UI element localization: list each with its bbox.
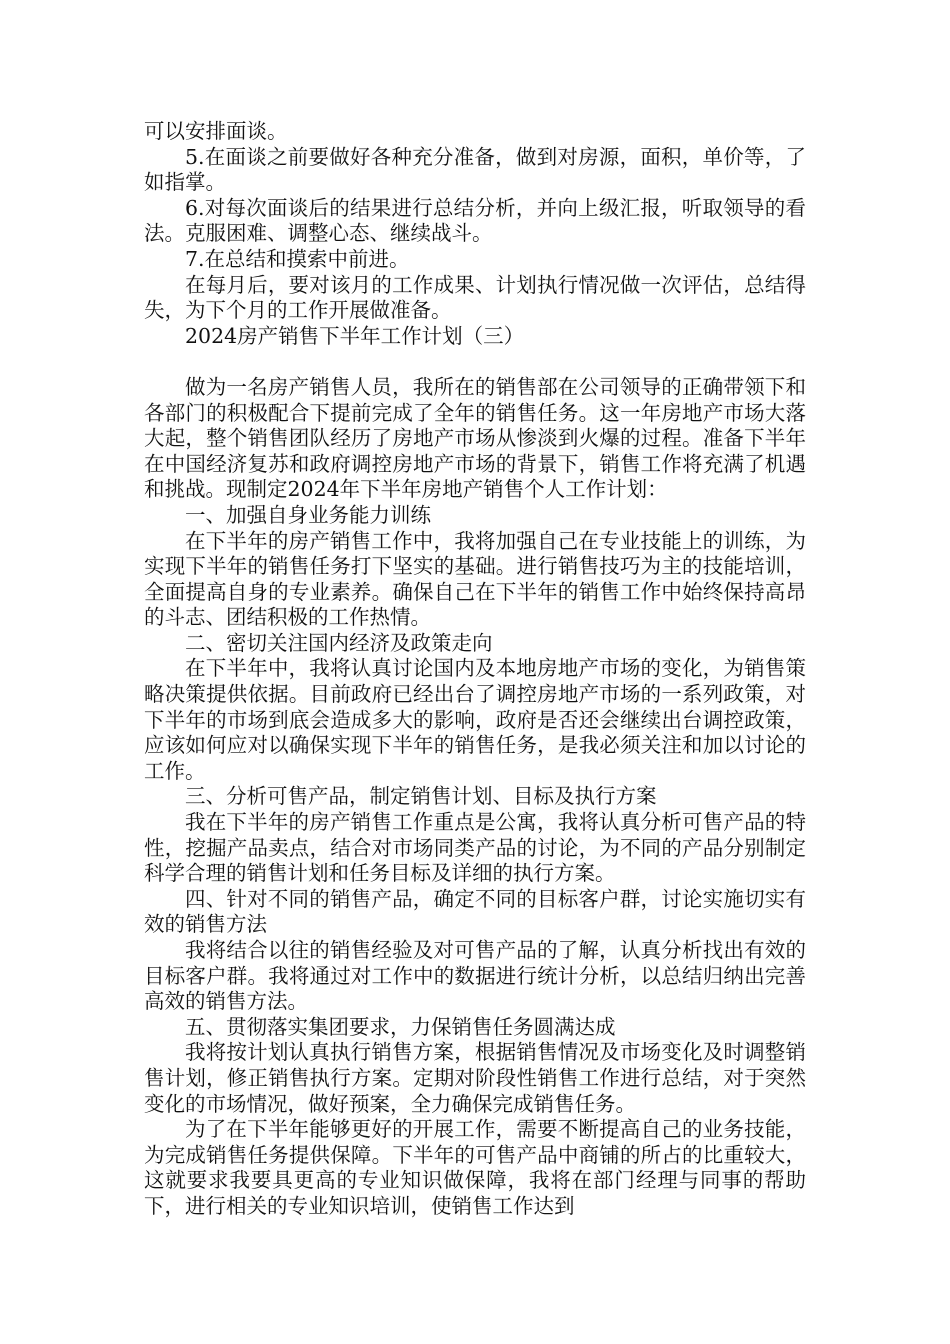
paragraph: 在下半年中，我将认真讨论国内及本地房地产市场的变化，为销售策略决策提供依据。目前政府已经出台了调控房地产市场的一系列政策，对下半年的市场到底会造成多大的影响，政府是否还会继续出台调控政策，应该如何应对以确保实现下半年的销售任务，是我必须关注和加以讨论的工作。 xyxy=(144,656,806,783)
blank-line xyxy=(144,349,806,375)
heading-2: 二、密切关注国内经济及政策走向 xyxy=(185,630,493,655)
list-item-5: 5.在面谈之前要做好各种充分准备，做到对房源，面积，单价等，了如指掌。 xyxy=(144,144,806,195)
list-item-7: 7.在总结和摸索中前进。 xyxy=(185,246,410,271)
heading-5: 五、贯彻落实集团要求，力保销售任务圆满达成 xyxy=(185,1014,616,1039)
section-title: 2024房产销售下半年工作计划（三） xyxy=(185,323,525,348)
list-item-6: 6.对每次面谈后的结果进行总结分析，并向上级汇报，听取领导的看法。克服困难、调整心态、继续战斗。 xyxy=(144,195,806,246)
paragraph: 我将结合以往的销售经验及对可售产品的了解，认真分析找出有效的目标客户群。我将通过对工作中的数据进行统计分析，以总结归纳出完善高效的销售方法。 xyxy=(144,938,806,1014)
heading-3: 三、分析可售产品，制定销售计划、目标及执行方案 xyxy=(185,784,657,809)
paragraph: 我在下半年的房产销售工作重点是公寓，我将认真分析可售产品的特性，挖掘产品卖点，结合对市场同类产品的讨论，为不同的产品分别制定科学合理的销售计划和任务目标及详细的执行方案。 xyxy=(144,810,806,886)
heading-1: 一、加强自身业务能力训练 xyxy=(185,502,431,527)
paragraph: 我将按计划认真执行销售方案，根据销售情况及市场变化及时调整销售计划，修正销售执行方案。定期对阶段性销售工作进行总结，对于突然变化的市场情况，做好预案，全力确保完成销售任务。 xyxy=(144,1040,806,1116)
paragraph: 在下半年的房产销售工作中，我将加强自己在专业技能上的训练，为实现下半年的销售任务打下坚实的基础。进行销售技巧为主的技能培训，全面提高自身的专业素养。确保自己在下半年的销售工作中始终保持高昂的斗志、团结积极的工作热情。 xyxy=(144,528,806,630)
heading-4: 四、针对不同的销售产品，确定不同的目标客户群，讨论实施切实有效的销售方法 xyxy=(144,886,806,937)
paragraph: 为了在下半年能够更好的开展工作，需要不断提高自己的业务技能，为完成销售任务提供保障。下半年的可售产品中商铺的所占的比重较大，这就要求我要具更高的专业知识做保障，我将在部门经理与同事的帮助下，进行相关的专业知识培训，使销售工作达到 xyxy=(144,1117,806,1218)
paragraph: 做为一名房产销售人员，我所在的销售部在公司领导的正确带领下和各部门的积极配合下提前完成了全年的销售任务。这一年房地产市场大落大起，整个销售团队经历了房地产市场从惨淡到火爆的过程。准备下半年在中国经济复苏和政府调控房地产市场的背景下，销售工作将充满了机遇和挑战。现制定2024年下半年房地产销售个人工作计划： xyxy=(144,374,806,502)
paragraph: 可以安排面谈。 xyxy=(144,119,288,143)
paragraph: 在每月后，要对该月的工作成果、计划执行情况做一次评估，总结得失，为下个月的工作开展做准备。 xyxy=(144,272,806,323)
document-body xyxy=(144,119,806,1220)
